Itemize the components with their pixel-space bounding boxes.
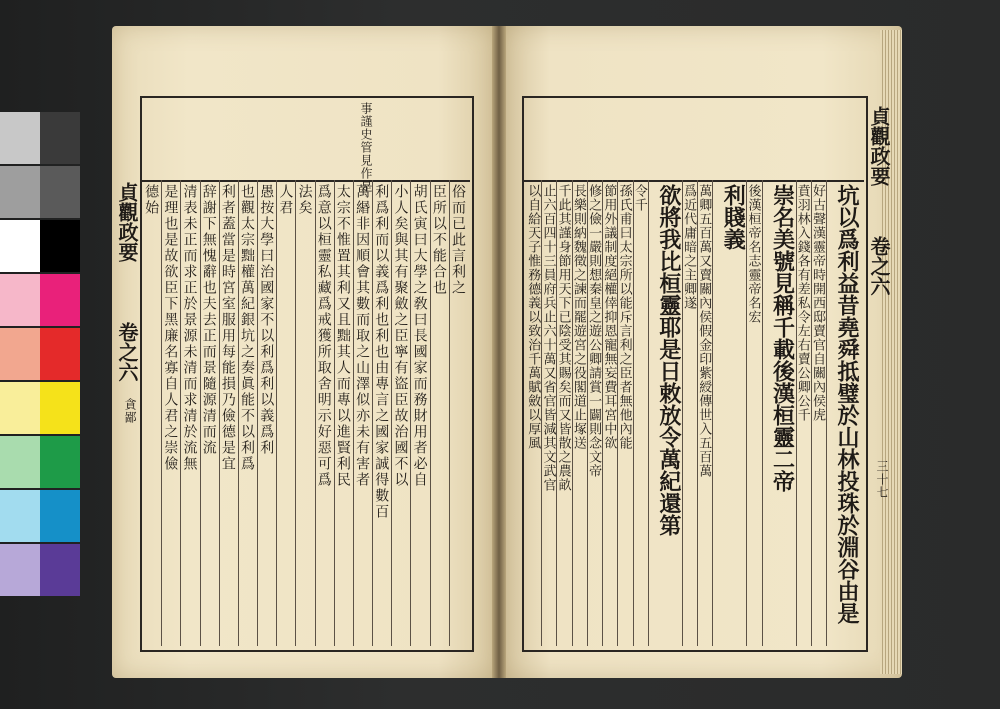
right-commentary-column: 節用外議制度絕權倖抑恩寵無妄費耳宮中欲	[601, 184, 617, 450]
color-patch	[40, 274, 80, 326]
right-commentary-column: 止六百四十三員府兵止六十萬又省官皆減其文武官	[540, 184, 556, 492]
right-page-header-area	[522, 96, 864, 182]
color-patch	[0, 382, 40, 434]
right-commentary-column: 好古聲漢靈帝時開西邸賣官自關內侯虎	[809, 184, 825, 422]
column-rule	[257, 180, 258, 646]
left-column-text: 俗而已此言利之	[449, 184, 466, 296]
color-patch	[40, 220, 80, 272]
left-page-title: 貞觀政要	[115, 182, 139, 262]
left-column-text: 胡氏寅曰大學之敎曰長國家而務財用者必自	[411, 184, 428, 488]
column-rule	[315, 180, 316, 646]
column-rule	[410, 180, 411, 646]
right-commentary-column: 千此其謹身節用天下已陰受其賜矣而又皆散之農畝	[555, 184, 571, 492]
column-rule	[796, 180, 797, 646]
right-main-column: 欲將我比桓靈耶是日敕放令萬紀還第	[655, 184, 682, 536]
column-rule	[295, 180, 296, 646]
left-column-text: 太宗不惟置其利又且黜其人而專以進賢利民	[334, 184, 351, 488]
column-rule	[161, 180, 162, 646]
color-patch	[0, 544, 40, 596]
color-patch	[0, 328, 40, 380]
left-page-juan: 卷之六	[115, 322, 139, 382]
color-patch	[40, 328, 80, 380]
left-column-text: 臣所以不能合也	[430, 184, 447, 296]
color-patch	[40, 112, 80, 164]
column-rule	[372, 180, 373, 646]
color-patch	[40, 436, 80, 488]
right-commentary-column: 長樂則納魏徵之諫而罷遊宮之役閣道止塚送	[570, 184, 586, 450]
left-column-text: 德始	[143, 184, 160, 216]
column-rule	[353, 180, 354, 646]
color-patch	[0, 220, 40, 272]
column-rule	[449, 180, 450, 646]
left-column-text: 也觀太宗黜權萬紀銀坑之奏眞能不以利爲	[239, 184, 256, 472]
right-page-juan: 卷之六	[867, 236, 891, 296]
color-patch	[40, 382, 80, 434]
left-top-note: 事謹史管見作是	[359, 102, 373, 193]
color-patch	[0, 166, 40, 218]
color-patch	[0, 274, 40, 326]
column-rule	[238, 180, 239, 646]
column-rule	[811, 180, 812, 646]
left-column-text: 爲意以桓靈私藏爲戒獲所取舍明示好惡可爲	[315, 184, 332, 488]
right-commentary-column: 萬卿五百萬又賣關內侯假金印紫綬傳世入五百萬	[696, 184, 712, 478]
column-rule	[541, 180, 542, 646]
right-commentary-column: 賁羽林入錢各有差私令左右賣公卿公千	[794, 184, 810, 422]
column-rule	[391, 180, 392, 646]
right-main-column: 利賤義	[720, 184, 747, 250]
column-rule	[697, 180, 698, 646]
column-rule	[572, 180, 573, 646]
color-patch	[0, 112, 40, 164]
right-commentary-column: 爲近代庸暗之主卿遂	[681, 184, 697, 310]
column-rule	[682, 180, 683, 646]
color-patch	[0, 436, 40, 488]
left-column-text: 法矣	[296, 184, 313, 216]
column-rule	[556, 180, 557, 646]
column-rule	[602, 180, 603, 646]
right-commentary-column: 修之儉一嚴則想秦皇之遊公卿請賞一闢則念文帝	[586, 184, 602, 478]
left-column-text: 小人矣與其有聚斂之臣寧有盜臣故治國不以	[392, 184, 409, 488]
book-gutter	[492, 26, 506, 678]
column-rule	[587, 180, 588, 646]
column-rule	[430, 180, 431, 646]
column-rule	[334, 180, 335, 646]
left-column-text: 愚按大學曰治國家不以利爲利以義爲利	[258, 184, 275, 456]
right-main-column: 坑以爲利益昔堯舜抵璧於山林投珠於淵谷由是	[834, 184, 860, 624]
left-column-text: 利者蓋當是時宮室服用每能損乃儉德是宜	[219, 184, 236, 472]
left-page-section: 貪鄙	[123, 398, 137, 424]
column-rule	[648, 180, 649, 646]
right-commentary-column: 後漢桓帝名志靈帝名宏	[745, 184, 761, 324]
column-rule	[746, 180, 747, 646]
right-commentary-column: 以自給天子惟務德義以致治千萬賦斂以厚風	[525, 184, 541, 450]
left-column-text: 是理也是故欲臣下黑廉名寡自人君之崇儉	[162, 184, 179, 472]
column-rule	[180, 180, 181, 646]
left-column-text: 清表未正而求正於景源未清而求清於流無	[181, 184, 198, 472]
right-main-column: 崇名美號見稱千載後漢桓靈二帝	[769, 184, 796, 492]
left-column-text: 萬緡非因順會其數而取之山澤似亦未有害者	[354, 184, 371, 488]
left-column-text: 人君	[277, 184, 294, 216]
column-rule	[200, 180, 201, 646]
column-rule	[617, 180, 618, 646]
color-calibration-chart	[0, 112, 82, 598]
color-patch	[0, 490, 40, 542]
left-page-header-area	[140, 96, 470, 193]
color-patch	[40, 490, 80, 542]
open-book	[112, 26, 902, 678]
right-page-number: 三十七	[875, 460, 889, 499]
column-rule	[762, 180, 763, 646]
column-rule	[826, 180, 827, 646]
right-page-title: 貞觀政要	[867, 106, 891, 186]
left-column-text: 辞謝下無愧辭也夫去正而景隨源清而流	[200, 184, 217, 456]
column-rule	[219, 180, 220, 646]
column-rule	[276, 180, 277, 646]
right-commentary-column: 孫氏甫曰太宗所以能斥言利之臣者無他內能	[616, 184, 632, 450]
column-rule	[633, 180, 634, 646]
color-patch	[40, 166, 80, 218]
right-commentary-column: 令千	[631, 184, 647, 212]
color-patch	[40, 544, 80, 596]
left-column-text: 利爲利而以義爲利也利也由專言之國家誠得數百	[373, 184, 390, 520]
column-rule	[712, 180, 713, 646]
